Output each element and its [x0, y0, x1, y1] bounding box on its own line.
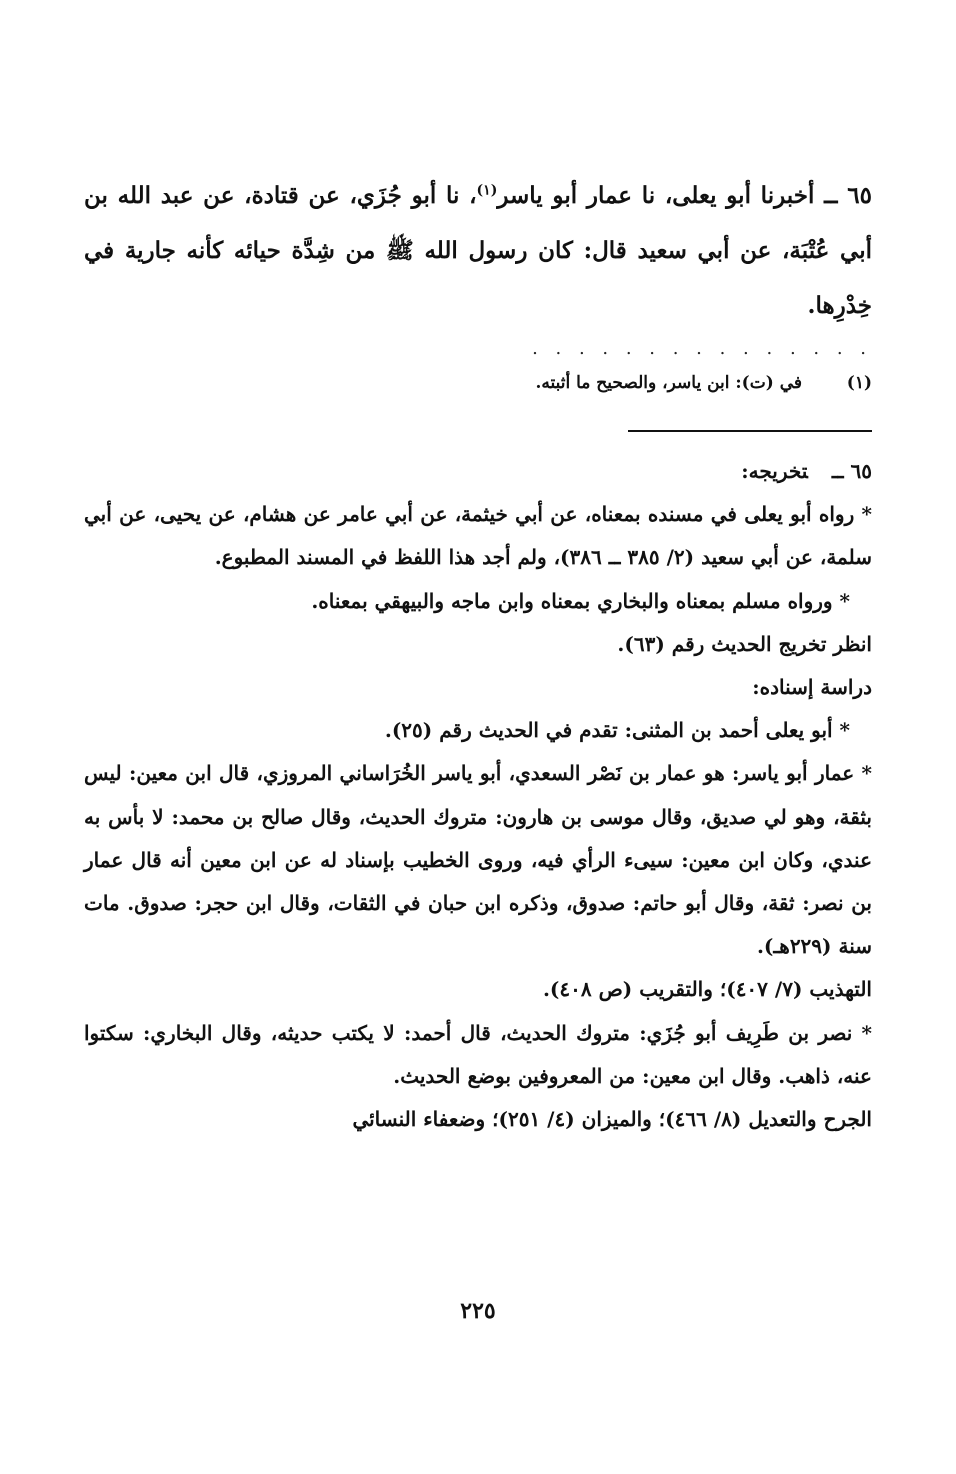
takhrij-heading [84, 450, 872, 493]
takhrij-paragraph-8: الجرح والتعديل (٨/ ٤٦٦)؛ والميزان (٤/ ٢٥١)؛ وضعفاء النسائي [352, 1107, 872, 1132]
dirasa-heading: دراسة إسناده: [752, 675, 872, 700]
takhrij-paragraph-6: التهذيب (٧/ ٤٠٧)؛ والتقريب (ص ٤٠٨). [542, 977, 872, 1002]
takhrij-paragraph-3: انظر تخريج الحديث رقم (٦٣). [617, 631, 872, 656]
footnote-number: (١) [846, 373, 872, 393]
hadith-paragraph [84, 168, 872, 333]
footnote-text: في (ت): ابن ياسر، والصحيح ما أثبته. [535, 373, 802, 393]
separator-rule [628, 430, 872, 432]
takhrij-section [84, 450, 872, 1141]
takhrij-heading-label: تخريجه: [741, 459, 808, 483]
takhrij-number: ٦٥ ــ [831, 459, 872, 483]
hadith-text [84, 168, 872, 333]
page-number: ٢٢٥ [460, 1298, 496, 1324]
hadith-text-part-1: ٦٥ ــ أخبرنا أبو يعلى، نا عمار أبو ياسر [497, 182, 872, 209]
footnote [84, 366, 872, 400]
hadith-text-part-2: ، نا أبو جُزَي، عن قتادة، عن عبد الله بن أبي عُتْبَة، عن أبي سعيد قال: كان رسول الله ﷺ من شِدَّة حيائه كأنه جارية في خِدْرِها. [84, 182, 872, 319]
takhrij-paragraph-5: * عمار أبو ياسر: هو عمار بن نَصْر السعدي، أبو ياسر الخُرَاساني المروزي، قال ابن معين: ليس بثقة، وهو لي صديق، وقال موسى بن هارون: متروك الحديث، وقال صالح بن محمد: لا بأس به عندي، وكان ابن معين: سيىء الرأي فيه، وروى الخطيب بإسناد له عن ابن معين أنه قال عمار بن نصر: ثقة، وقال أبو حاتم: صدوق، وذكره ابن حبان في الثقات، وقال ابن حجر: صدوق. مات سنة (٢٢٩هـ). [84, 761, 872, 959]
takhrij-paragraph-7: * نصر بن طَرِيف أبو جُزَي: متروك الحديث، قال أحمد: لا يكتب حديثه، وقال البخاري: سكتوا عنه، ذاهب. وقال ابن معين: من المعروفين بوضع الحديث. [84, 1020, 872, 1088]
takhrij-paragraph-1: * رواه أبو يعلى في مسنده بمعناه، عن أبي خيثمة، عن أبي عامر عن هشام، عن يحيى، عن أبي سلمة، عن أبي سعيد (٢/ ٣٨٥ ــ ٣٨٦)، ولم أجد هذا اللفظ في المسند المطبوع. [84, 502, 872, 570]
takhrij-paragraph-2: * ورواه مسلم بمعناه والبخاري بمعناه وابن ماجه والبيهقي بمعناه. [311, 588, 850, 613]
footnote-reference[interactable]: (١) [476, 182, 498, 199]
separator-dots: . . . . . . . . . . . . . . . [532, 338, 872, 359]
takhrij-paragraph-4: * أبو يعلى أحمد بن المثنى: تقدم في الحديث رقم (٢٥). [384, 718, 850, 743]
